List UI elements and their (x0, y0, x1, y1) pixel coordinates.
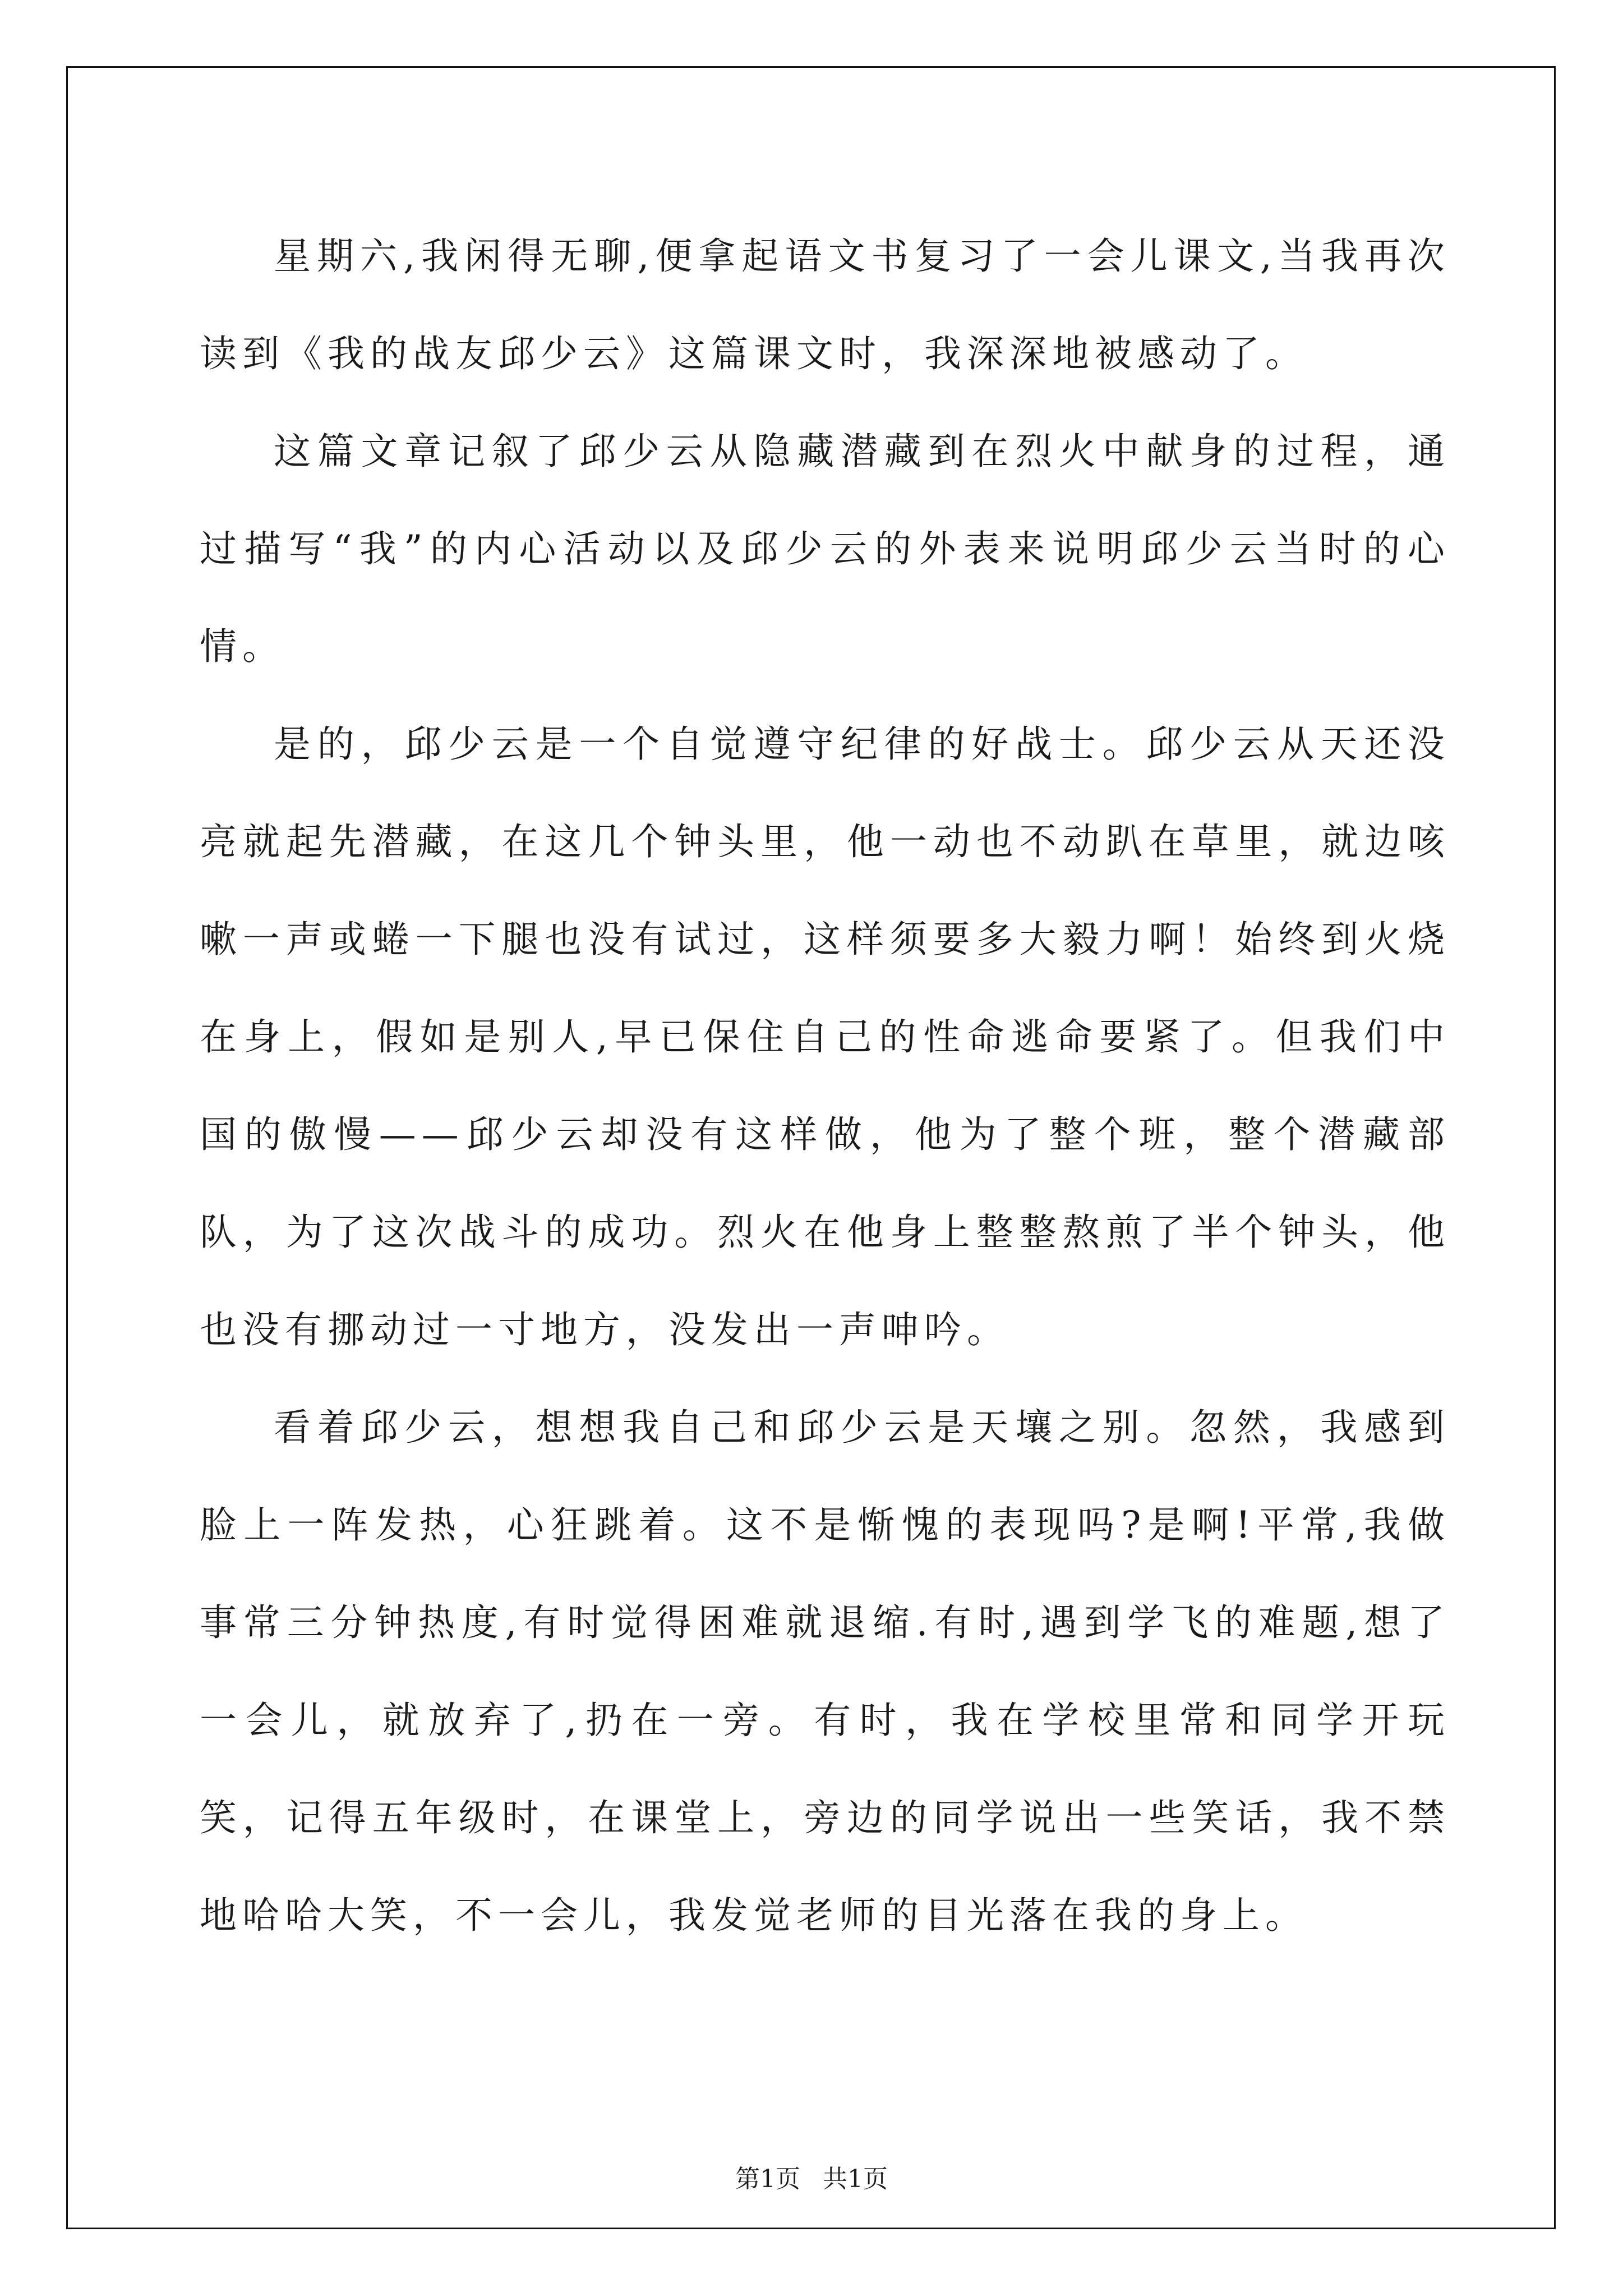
page-number-total: 共1页 (823, 2165, 888, 2193)
paragraph-4: 看着邱少云，想想我自己和邱少云是天壤之别。忽然，我感到脸上一阵发热，心狂跳着。这不是惭愧的表现吗?是啊!平常,我做事常三分钟热度,有时觉得困难就退缩.有时,遇到学飞的难题,想了一会儿，就放弃了,扔在一旁。有时，我在学校里常和同学开玩笑，记得五年级时，在课堂上，旁边的同学说出一些笑话，我不禁地哈哈大笑，不一会儿，我发觉老师的目光落在我的身上。 (200, 1406, 1450, 1937)
paragraph-2: 这篇文章记叙了邱少云从隐藏潜藏到在烈火中献身的过程，通过描写“我”的内心活动以及邱少云的外表来说明邱少云当时的心情。 (200, 430, 1450, 668)
page-number-current: 第1页 (735, 2165, 800, 2193)
paragraph-1: 星期六,我闲得无聊,便拿起语文书复习了一会儿课文,当我再次读到《我的战友邱少云》这篇课文时，我深深地被感动了。 (200, 234, 1450, 375)
paragraph-3: 是的，邱少云是一个自觉遵守纪律的好战士。邱少云从天还没亮就起先潜藏，在这几个钟头里，他一动也不动趴在草里，就边咳嗽一声或蜷一下腿也没有试过，这样须要多大毅力啊！始终到火烧在身上，假如是别人,早已保住自己的性命逃命要紧了。但我们中国的傲慢——邱少云却没有这样做，他为了整个班，整个潜藏部队，为了这次战斗的成功。烈火在他身上整整熬煎了半个钟头，他也没有挪动过一寸地方，没发出一声呻吟。 (200, 723, 1450, 1351)
document-body (200, 208, 1450, 1964)
page-footer (0, 2165, 1623, 2193)
